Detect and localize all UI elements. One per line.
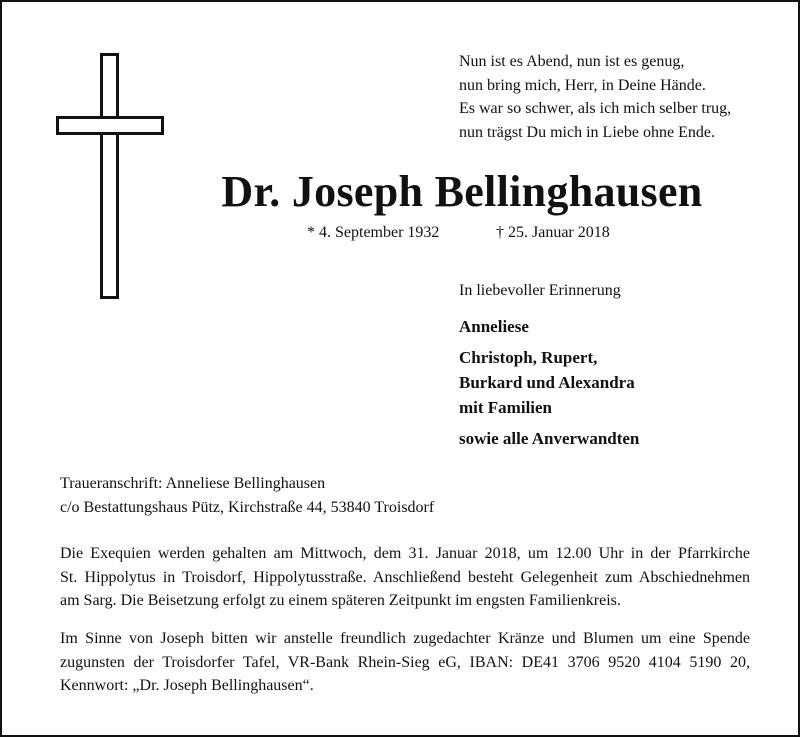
address-line: Traueranschrift: Anneliese Bellinghausen: [60, 475, 326, 492]
mourner-line: Anneliese: [459, 317, 529, 336]
death-date: † 25. Januar 2018: [496, 224, 610, 241]
donation-notice: [60, 627, 750, 698]
address-line: c/o Bestattungshaus Pütz, Kirchstraße 44, 53840 Troisdorf: [60, 498, 435, 516]
verse-line: nun trägst Du mich in Liebe ohne Ende.: [459, 123, 715, 141]
funeral-line: am Sarg. Die Beisetzung erfolgt zu einem späteren Zeitpunkt im engsten Familienkreis.: [60, 592, 621, 609]
mourning-address: [60, 472, 750, 519]
mourner-line: sowie alle Anverwandten: [459, 429, 640, 448]
donation-line: Im Sinne von Joseph bitten wir anstelle freundlich zugedachter Kränze und Blumen um eine Spende: [60, 630, 750, 647]
funeral-line: Die Exequien werden gehalten am Mittwoch, dem 31. Januar 2018, um 12.00 Uhr in der Pfarrkirche: [60, 545, 750, 562]
birth-date: * 4. September 1932: [307, 224, 440, 241]
donation-line: Kennwort: „Dr. Joseph Bellinghausen“.: [60, 677, 314, 694]
mourner-line: Christoph, Rupert,: [459, 348, 598, 367]
memory-intro: In liebevoller Erinnerung: [459, 282, 621, 299]
funeral-line: St. Hippolytus in Troisdorf, Hippolytusstraße. Anschließend besteht Gelegenheit zum Abschiednehmen: [60, 568, 750, 586]
verse-line: Es war so schwer, als ich mich selber trug,: [459, 100, 732, 117]
verse-line: nun bring mich, Herr, in Deine Hände.: [459, 76, 706, 94]
mourner-line: mit Familien: [459, 398, 553, 417]
verse: [459, 50, 731, 144]
mourner-line: Burkard und Alexandra: [459, 373, 635, 392]
deceased-name: Dr. Joseph Bellinghausen: [221, 167, 703, 216]
donation-line: zugunsten der Troisdorfer Tafel, VR-Bank Rhein-Sieg eG, IBAN: DE41 3706 9520 4104 5190 20,: [60, 653, 750, 671]
funeral-notice: [60, 542, 750, 613]
verse-line: Nun ist es Abend, nun ist es genug,: [459, 53, 685, 70]
